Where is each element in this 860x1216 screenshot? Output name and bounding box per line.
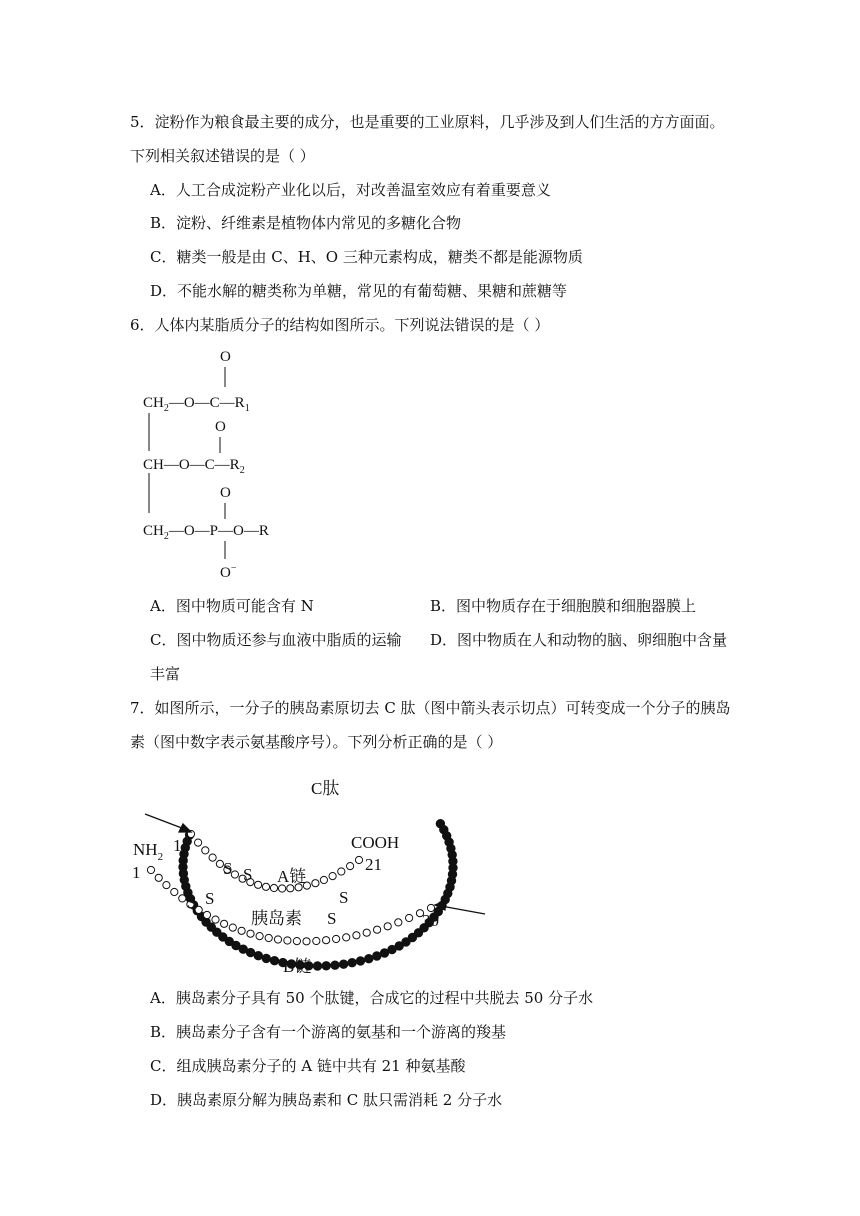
b-chain-bead <box>147 866 154 873</box>
b-chain-bead <box>374 926 381 933</box>
b-chain-bead <box>293 938 300 945</box>
q5-option-d: D．不能水解的糖类称为单糖，常见的有葡萄糖、果糖和蔗糖等 <box>150 282 568 300</box>
c-peptide-bead <box>313 962 321 970</box>
q7-option-b: B．胰岛素分子含有一个游离的氨基和一个游离的羧基 <box>150 1023 507 1041</box>
a-chain-bead <box>338 868 345 875</box>
disulfide-s-3: S <box>187 893 197 912</box>
c-peptide-bead <box>436 820 444 828</box>
cut-arrow-left-head <box>179 824 191 832</box>
disulfide-s-1: S <box>223 859 233 878</box>
a-chain-bead <box>195 839 202 846</box>
b-chain-bead <box>203 911 210 918</box>
b-chain-bead <box>303 938 310 945</box>
q7-option-c: C．组成胰岛素分子的 A 链中共有 21 种氨基酸 <box>150 1057 466 1075</box>
b-chain-bead <box>212 916 219 923</box>
q7-stem-line2: 素（图中数字表示氨基酸序号）。下列分析正确的是（ ） <box>130 733 503 751</box>
b-chain-bead <box>171 888 178 895</box>
b-chain-bead <box>333 935 340 942</box>
q6-stem: 6．人体内某脂质分子的结构如图所示。下列说法错误的是（ ） <box>130 316 550 334</box>
cut-arrow-right <box>441 906 485 914</box>
b-chain-bead <box>395 919 402 926</box>
q7-stem-line1: 7．如图所示，一分子的胰岛素原切去 C 肽（图中箭头表示切点）可转变成一个分子的胰岛 <box>130 699 731 717</box>
b-chain-bead <box>406 914 413 921</box>
c-peptide-bead <box>270 957 278 965</box>
a-chain-bead <box>355 856 362 863</box>
structure-o-minus: O− <box>220 563 237 581</box>
c-peptide-bead <box>322 962 330 970</box>
c-peptide-bead <box>331 961 339 969</box>
structure-o-top: O <box>220 349 231 365</box>
q7-option-d: D．胰岛素原分解为胰岛素和 C 肽只需消耗 2 分子水 <box>150 1091 503 1109</box>
q6-option-d: D．图中物质在人和动物的脑、卵细胞中含量 <box>430 631 728 649</box>
b-chain-start-number: 1 <box>132 863 141 882</box>
nh2-label: $NH_2$ <box>133 840 164 863</box>
q5-option-a: A．人工合成淀粉产业化以后，对改善温室效应有着重要意义 <box>150 181 551 199</box>
q6-option-d-continued: 丰富 <box>150 665 181 683</box>
q7-option-a: A．胰岛素分子具有 50 个肽键，合成它的过程中共脱去 50 分子水 <box>150 989 594 1007</box>
a-chain-bead <box>209 854 216 861</box>
disulfide-s-6: S <box>327 909 337 928</box>
c-peptide-bead <box>356 957 364 965</box>
disulfide-s-4: S <box>205 889 215 908</box>
b-chain-bead <box>179 895 186 902</box>
q5-option-c: C．糖类一般是由 C、H、O 三种元素构成，糖类不都是能源物质 <box>150 248 583 266</box>
c-peptide-label: C肽 <box>311 779 340 798</box>
a-chain-bead <box>202 847 209 854</box>
c-peptide-bead <box>373 952 381 960</box>
structure-o-mid: O <box>215 419 226 435</box>
c-peptide-bead <box>339 960 347 968</box>
a-chain-bead <box>255 881 262 888</box>
q6-option-a: A．图中物质可能含有 N <box>150 597 314 615</box>
b-chain-bead <box>256 933 263 940</box>
q5-option-b: B．淀粉、纤维素是植物体内常见的多糖化合物 <box>150 214 462 232</box>
b-chain-bead <box>363 929 370 936</box>
cooh-label: COOH <box>351 833 400 852</box>
q6-option-c: C．图中物质还参与血液中脂质的运输 <box>150 631 402 649</box>
b-chain-bead <box>265 934 272 941</box>
a-chain-start-number: 1 <box>173 836 182 855</box>
structure-ch2-3: $CH_2—O—P—O—R$ <box>143 523 269 542</box>
structure-o-p-top: O <box>220 485 231 501</box>
c-peptide-bead <box>246 948 254 956</box>
b-chain-bead <box>221 920 228 927</box>
a-chain-label: A链 <box>277 867 307 886</box>
disulfide-s-5: S <box>339 888 349 907</box>
b-chain-end-number: 30 <box>422 911 439 930</box>
b-chain-bead <box>353 932 360 939</box>
b-chain-bead <box>163 882 170 889</box>
a-chain-bead <box>329 873 336 880</box>
b-chain-bead <box>313 937 320 944</box>
b-chain-bead <box>384 923 391 930</box>
b-chain-bead <box>155 874 162 881</box>
q5-stem-line2: 下列相关叙述错误的是（ ） <box>130 147 315 165</box>
structure-ch-2: $CH—O—C—R_2$ <box>143 457 245 476</box>
b-chain-bead <box>247 930 254 937</box>
c-peptide-bead <box>262 954 270 962</box>
b-chain-bead <box>323 937 330 944</box>
b-chain-label: B链 <box>283 957 312 976</box>
b-chain-bead <box>343 934 350 941</box>
a-chain-bead <box>312 880 319 887</box>
a-chain-bead <box>320 876 327 883</box>
q5-stem-line1: 5．淀粉作为粮食最主要的成分，也是重要的工业原料，几乎涉及到人们生活的方方面面。 <box>130 113 725 131</box>
b-chain-bead <box>274 936 281 943</box>
insulin-label: 胰岛素 <box>251 909 302 928</box>
b-chain-bead <box>238 927 245 934</box>
a-chain-end-number: 21 <box>365 855 382 874</box>
c-peptide-bead <box>254 952 262 960</box>
phospholipid-structure <box>135 345 305 585</box>
c-peptide-bead <box>365 955 373 963</box>
a-chain-bead <box>262 883 269 890</box>
disulfide-s-2: S <box>243 865 253 884</box>
b-chain-bead <box>229 924 236 931</box>
structure-ch2-1: $CH_2—O—C—R_1$ <box>143 395 250 414</box>
c-peptide-bead <box>348 959 356 967</box>
q6-option-b: B．图中物质存在于细胞膜和细胞器膜上 <box>430 597 697 615</box>
a-chain-bead <box>347 863 354 870</box>
b-chain-bead <box>284 937 291 944</box>
proinsulin-diagram <box>115 758 495 980</box>
